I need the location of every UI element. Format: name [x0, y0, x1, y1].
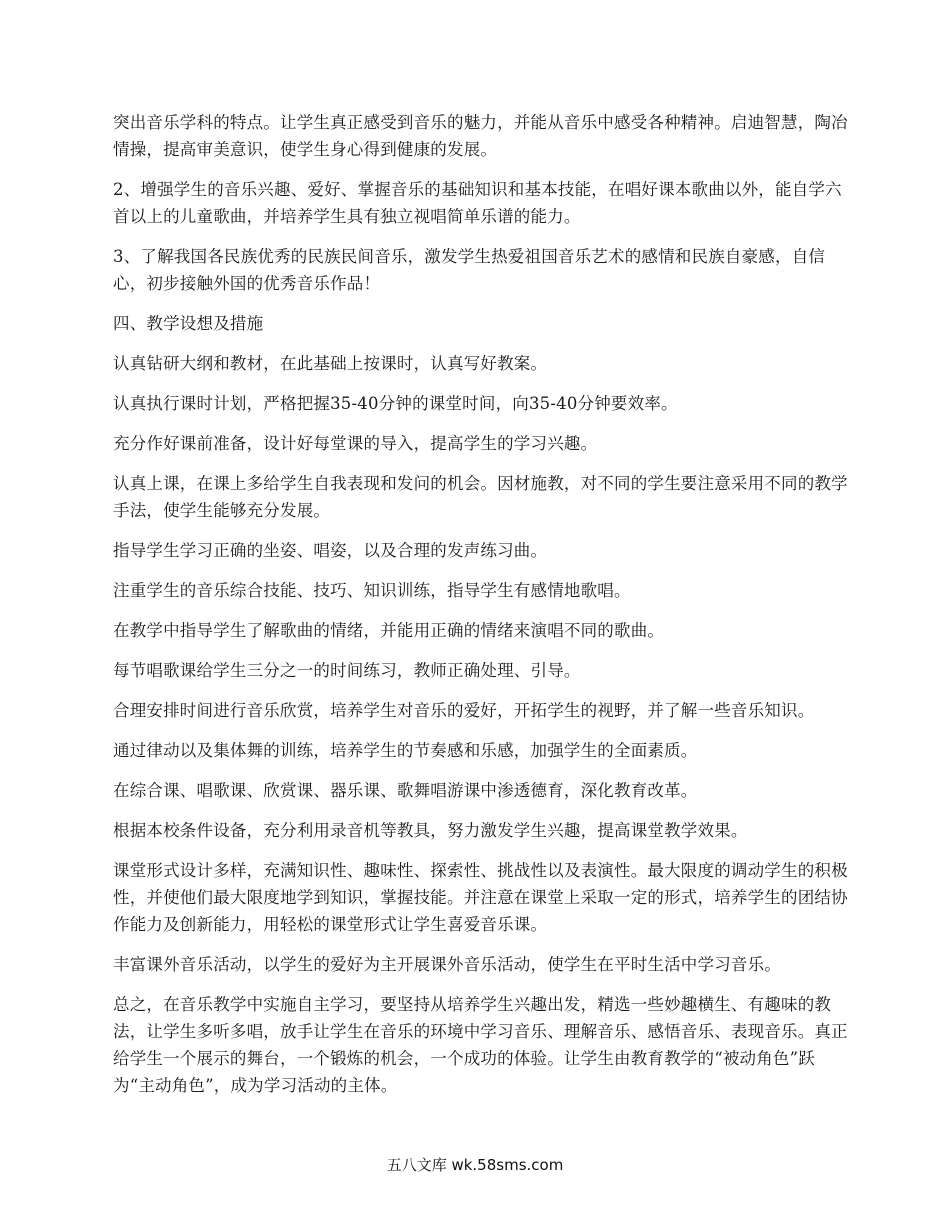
paragraph-11: 在教学中指导学生了解歌曲的情绪，并能用正确的情绪来演唱不同的歌曲。 [113, 621, 665, 640]
paragraph-6: 认真执行课时计划，严格把握35-40分钟的课堂时间，向35-40分钟要效率。 [113, 394, 678, 413]
paragraph-16: 根据本校条件设备，充分利用录音机等教具，努力激发学生兴趣，提高课堂教学效果。 [113, 821, 748, 840]
paragraph-1: 突出音乐学科的特点。让学生真正感受到音乐的魅力，并能从音乐中感受各种精神。启迪智慧，陶冶情操，提高审美意识，使学生身心得到健康的发展。 [113, 113, 848, 159]
paragraph-10: 注重学生的音乐综合技能、技巧、知识训练，指导学生有感情地歌唱。 [113, 581, 631, 600]
paragraph-15: 在综合课、唱歌课、欣赏课、器乐课、歌舞唱游课中渗透德育，深化教育改革。 [113, 781, 698, 800]
paragraph-17: 课堂形式设计多样，充满知识性、趣味性、探索性、挑战性以及表演性。最大限度的调动学生的积极性，并使他们最大限度地学到知识，掌握技能。并注意在课堂上采取一定的形式，培养学生的团结协作能力及创新能力，用轻松的课堂形式让学生喜爱音乐课。 [113, 861, 848, 934]
paragraph-2: 2、增强学生的音乐兴趣、爱好、掌握音乐的基础知识和基本技能，在唱好课本歌曲以外，能自学六首以上的儿童歌曲，并培养学生具有独立视唱简单乐谱的能力。 [113, 180, 842, 226]
paragraph-3: 3、了解我国各民族优秀的民族民间音乐，激发学生热爱祖国音乐艺术的感情和民族自豪感，自信心，初步接触外国的优秀音乐作品！ [113, 247, 826, 293]
paragraph-7: 充分作好课前准备，设计好每堂课的导入，提高学生的学习兴趣。 [113, 434, 598, 453]
paragraph-5: 认真钻研大纲和教材，在此基础上按课时，认真写好教案。 [113, 354, 548, 373]
section-heading: 四、教学设想及措施 [113, 314, 264, 333]
paragraph-13: 合理安排时间进行音乐欣赏，培养学生对音乐的爱好，开拓学生的视野，并了解一些音乐知识。 [113, 701, 815, 720]
footer-watermark: 五八文库 wk.58sms.com [386, 1156, 564, 1174]
paragraph-18: 丰富课外音乐活动，以学生的爱好为主开展课外音乐活动，使学生在平时生活中学习音乐。 [113, 955, 781, 974]
document-body [113, 109, 853, 1112]
paragraph-19: 总之，在音乐教学中实施自主学习，要坚持从培养学生兴趣出发，精选一些妙趣横生、有趣味的教法，让学生多听多唱，放手让学生在音乐的环境中学习音乐、理解音乐、感悟音乐、表现音乐。真正给学生一个展示的舞台，一个锻炼的机会，一个成功的体验。让学生由教育教学的“被动角色”跃为“主动角色”，成为学习活动的主体。 [113, 995, 848, 1095]
paragraph-14: 通过律动以及集体舞的训练，培养学生的节奏感和乐感，加强学生的全面素质。 [113, 741, 698, 760]
paragraph-9: 指导学生学习正确的坐姿、唱姿，以及合理的发声练习曲。 [113, 541, 548, 560]
paragraph-12: 每节唱歌课给学生三分之一的时间练习，教师正确处理、引导。 [113, 661, 581, 680]
paragraph-8: 认真上课，在课上多给学生自我表现和发问的机会。因材施教，对不同的学生要注意采用不同的教学手法，使学生能够充分发展。 [113, 474, 848, 520]
